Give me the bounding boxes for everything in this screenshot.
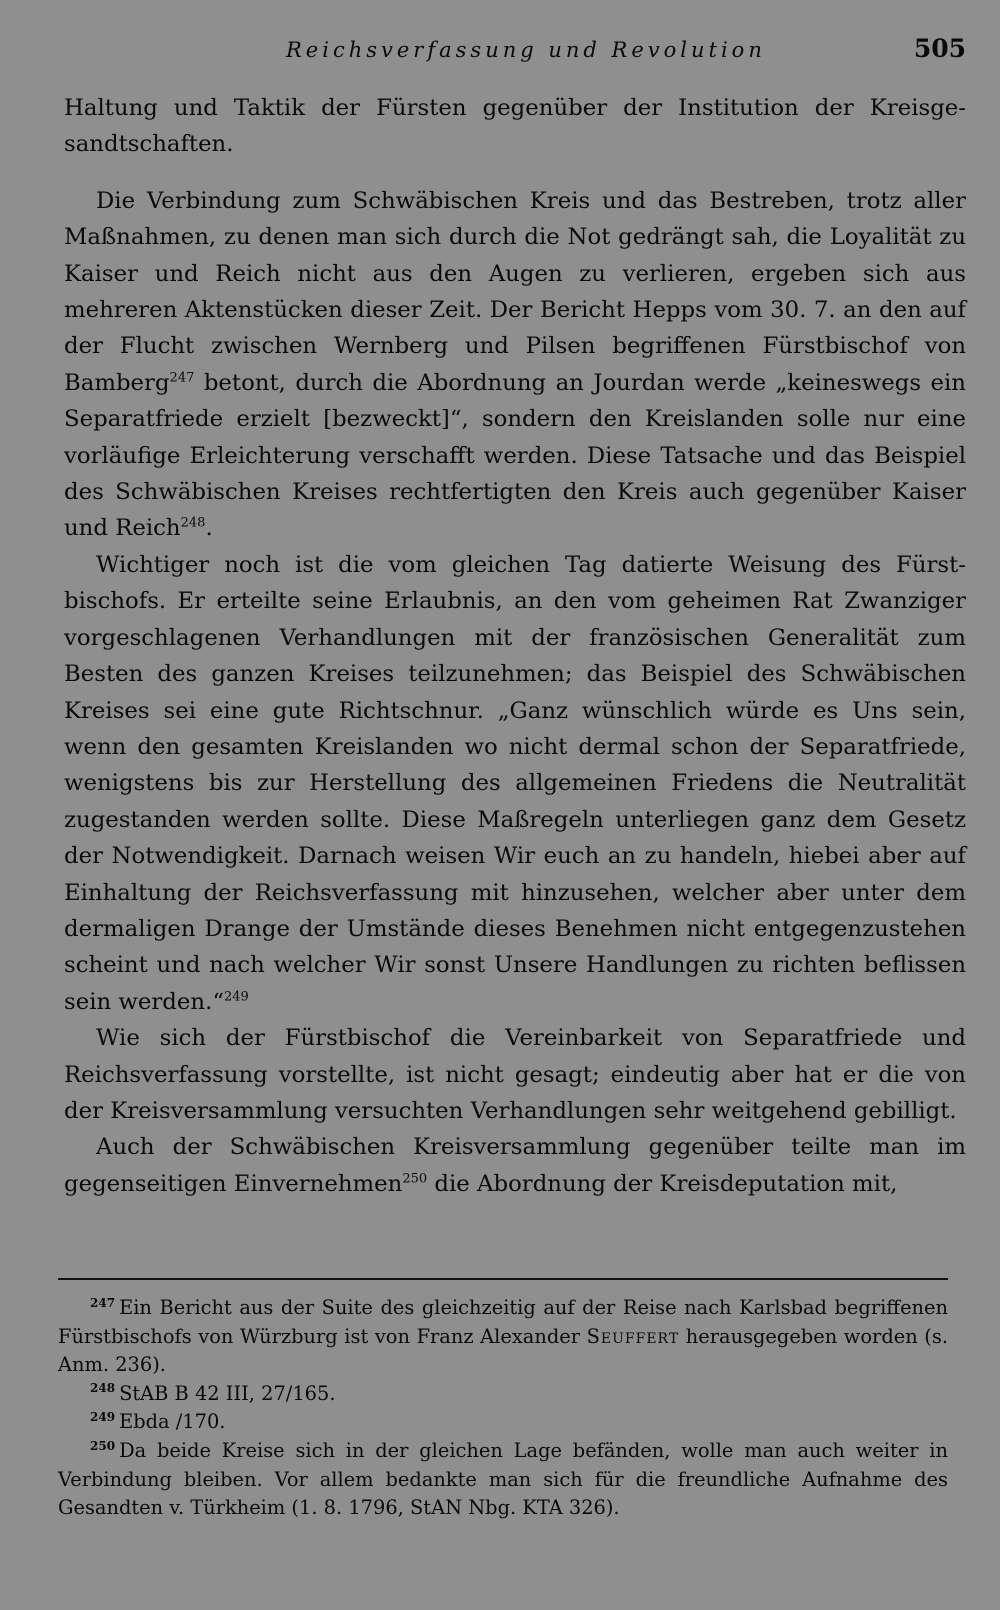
author-name: Seuffert [586,1324,680,1348]
footnote-text: Ein Bericht aus der Suite des gleichzeitig auf der Reise nach Karlsbad begriffenen Fürstbischofs von Würzburg ist von Franz Alexander [58,1296,948,1348]
paragraph-text: Auch der Schwäbischen Kreisversammlung gegenüber teilte man im gegenseitigen Einvernehmen [64,1134,966,1197]
footnote-text: StAB B 42 III, 27/165. [119,1381,336,1405]
paragraph-text: . [205,515,213,542]
footnote-number: 247 [90,1295,116,1310]
paragraph-text: Wie sich der Fürstbischof die Vereinbarkeit von Separatfriede und Reichsverfassung vorstellte, ist nicht gesagt; eindeutig aber hat er die von der Kreisversammlung versuchten Verhandlungen sehr weitgehend gebilligt. [64,1025,966,1124]
main-text [64,90,966,1202]
footnote-ref[interactable]: 249 [223,989,249,1005]
footnote-ref[interactable]: 250 [402,1171,428,1187]
paragraph [64,547,966,1020]
page-number: 505 [913,34,966,63]
footnote-number: 248 [90,1381,116,1396]
footnote [58,1408,948,1437]
footnote-ref[interactable]: 248 [180,515,206,531]
footnote-text: Ebda /170. [119,1410,226,1434]
running-head: Reichsverfassung und Revolution [286,38,766,62]
footnote [58,1380,948,1409]
footnote-text: Da beide Kreise sich in der gleichen Lage befänden, wolle man auch weiter in Verbindung bleiben. Vor allem bedankte man sich für die freundliche Aufnahme des Gesandten v. Türkheim (1. 8. 1796, StAN Nbg. KTA 326). [58,1438,948,1520]
footnote-text: herausgegeben worden (s. Anm. 236). [58,1324,948,1377]
footnote [58,1437,948,1523]
paragraph-text: Wichtiger noch ist die vom gleichen Tag datierte Weisung des Fürstbischofs. Er erteilte seine Erlaubnis, an den vom geheimen Rat Zwanziger vorgeschlagenen Verhandlungen mit der französischen Generalität zum Besten des ganzen Kreises teilzunehmen; das Beispiel des Schwäbischen Kreises sei eine gute Richtschnur. „Ganz wünschlich würde es Uns sein, wenn den gesamten Kreislanden wo nicht dermal schon der Separatfriede, wenigstens bis zur Herstellung des allgemeinen Friedens die Neutralität zugestanden werden sollte. Diese Maßregeln unterliegen ganz dem Gesetz der Notwendigkeit. Darnach weisen Wir euch an zu handeln, hiebei aber auf Einhaltung der Reichsverfassung mit hinzusehen, welcher aber unter dem dermaligen Drange der Umstände dieses Benehmen nicht entgegenzustehen scheint und nach welcher Wir sonst Unsere Handlungen zu richten beflissen sein werden.“ [64,551,966,1015]
paragraph-text: die Abordnung der Kreisdeputation mit, [434,1170,898,1197]
paragraph [64,1129,966,1202]
footnote-ref[interactable]: 247 [169,370,195,386]
footnotes [58,1294,948,1523]
page-header [64,34,966,66]
paragraph [64,90,966,163]
paragraph-text: Die Verbindung zum Schwäbischen Kreis und das Bestreben, trotz aller Maßnahmen, zu denen man sich durch die Not gedrängt sah, die Loyalität zu Kaiser und Reich nicht aus den Augen zu verlieren, ergeben sich aus mehreren Aktenstücken dieser Zeit. Der Bericht Hepps vom 30. 7. an den auf der Flucht zwischen Wernberg und Pilsen begriffenen Fürstbischof von Bamberg [64,187,966,396]
paragraph [64,183,966,547]
paragraph [64,1020,966,1129]
paragraph-text: Haltung und Taktik der Fürsten gegenüber der Institution der Kreisgesandtschaften. [64,95,966,158]
footnote-number: 249 [90,1409,116,1424]
footnote [58,1294,948,1380]
footnote-divider [58,1278,948,1280]
paragraph-text: betont, durch die Abordnung an Jourdan werde „keineswegs ein Separatfriede erzielt [bezweckt]“, sondern den Kreislanden solle nur eine vorläufige Erleichterung verschafft werden. Diese Tatsache und das Beispiel des Schwäbischen Kreises rechtfertigten den Kreis auch gegenüber Kaiser und Reich [64,369,966,542]
footnote-number: 250 [90,1438,116,1453]
